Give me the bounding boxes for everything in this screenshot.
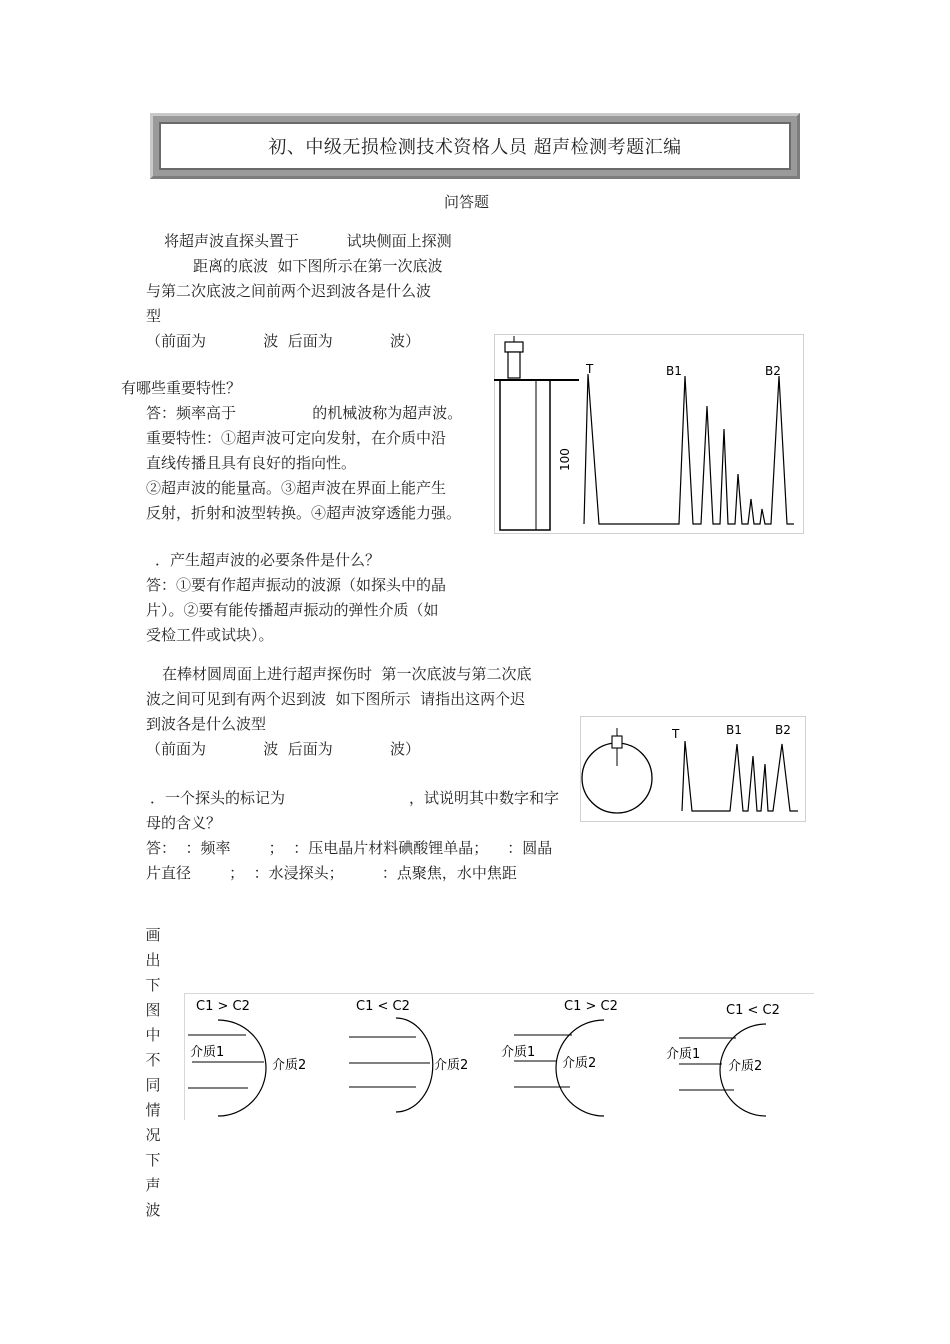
q5-line-2: 母的含义？ (146, 814, 222, 832)
interface-panel-1 (188, 999, 306, 1116)
q2-question: 有哪些重要特性？ (121, 379, 242, 397)
curved-interface (218, 1020, 266, 1116)
peak-label-b1: B1 (726, 723, 742, 737)
q6-char: 画 (145, 926, 161, 944)
relation-label: C1 > C2 (196, 999, 250, 1014)
q6-char: 况 (145, 1126, 161, 1144)
q1-line-2: 距离的底波 如下图所示在第一次底波 (193, 257, 443, 275)
probe-head (505, 342, 523, 352)
q6-char: 情 (145, 1101, 161, 1119)
peak-label-t: T (672, 727, 680, 741)
medium1-label: 介质1 (501, 1045, 536, 1060)
relation-label: C1 < C2 (726, 1003, 780, 1018)
probe (612, 736, 622, 748)
medium2-label: 介质2 (434, 1058, 469, 1073)
q3-answer-2: 片）。②要有能传播超声振动的弹性介质（如 (146, 601, 439, 619)
q4-line-1: 在棒材圆周面上进行超声探伤时 第一次底波与第二次底 (162, 665, 532, 683)
relation-label: C1 > C2 (564, 999, 618, 1014)
peak-label-b2: B2 (775, 723, 791, 737)
curved-interface (396, 1018, 433, 1112)
interface-panel-3 (501, 999, 618, 1116)
q1-line-1: 将超声波直探头置于 试块侧面上探测 (164, 232, 452, 250)
q2-answer-4: ②超声波的能量高。③超声波在界面上能产生 (146, 479, 447, 497)
title-frame (150, 113, 800, 179)
test-block (500, 380, 550, 530)
q2-answer-1: 答：频率高于 的机械波称为超声波。 (146, 404, 463, 422)
q1-line-4: 型 (146, 307, 162, 325)
q4-line-2: 波之间可见到有两个迟到波 如下图所示 请指出这两个迟 (146, 690, 526, 708)
q2-answer-5: 反射，折射和波型转换。④超声波穿透能力强。 (146, 504, 462, 522)
section-title: 问答题 (444, 193, 490, 211)
q6-char: 不 (145, 1051, 161, 1069)
interface-panel-2 (349, 999, 468, 1112)
medium1-label: 介质1 (666, 1047, 701, 1062)
ascan-trace (682, 741, 798, 811)
q1-line-5: （前面为 波 后面为 波） (146, 332, 420, 350)
q3-answer-1: 答：①要有作超声振动的波源（如探头中的晶 (146, 576, 447, 594)
q5-line-1: ．一个探头的标记为 ，试说明其中数字和字 (150, 789, 559, 807)
ascan-trace (584, 374, 794, 524)
medium2-label: 介质2 (728, 1059, 763, 1074)
q4-line-3: 到波各是什么波型 (146, 715, 267, 733)
medium1-label: 介质1 (190, 1045, 225, 1060)
figure-bar-ascan (580, 716, 806, 822)
page-title: 初、中级无损检测技术资格人员 超声检测考题汇编 (159, 122, 791, 170)
medium2-label: 介质2 (562, 1056, 597, 1071)
q6-char: 中 (145, 1026, 161, 1044)
q5-line-3: 答： ：频率 ； ：压电晶片材料碘酸锂单晶； ：圆晶 (146, 839, 553, 857)
q2-answer-2: 重要特性：①超声波可定向发射，在介质中沿 (146, 429, 447, 447)
figure-block-ascan (494, 334, 804, 534)
q6-char: 图 (145, 1001, 161, 1019)
q6-vertical-text (143, 923, 163, 1223)
interface-panel-4 (666, 1003, 780, 1116)
peak-label-t: T (586, 362, 594, 376)
q6-char: 同 (145, 1076, 161, 1094)
probe-body (508, 352, 520, 378)
q6-char: 下 (145, 1151, 161, 1169)
q4-line-4: （前面为 波 后面为 波） (146, 740, 420, 758)
q3-answer-3: 受检工件或试块）。 (146, 626, 274, 644)
medium2-label: 介质2 (272, 1058, 307, 1073)
q6-char: 声 (145, 1176, 161, 1194)
height-label: 100 (558, 448, 572, 471)
q6-char: 下 (145, 976, 161, 994)
q2-answer-3: 直线传播且具有良好的指向性。 (146, 454, 357, 472)
peak-label-b2: B2 (765, 364, 781, 378)
q5-line-4: 片直径 ； ：水浸探头； ：点聚焦，水中焦距 (146, 864, 517, 882)
q6-char: 波 (145, 1201, 161, 1219)
q1-line-3: 与第二次底波之间前两个迟到波各是什么波 (146, 282, 432, 300)
peak-label-b1: B1 (666, 364, 682, 378)
relation-label: C1 < C2 (356, 999, 410, 1014)
q6-char: 出 (145, 951, 161, 969)
figure-curved-interfaces (184, 990, 814, 1120)
q3-question: ．产生超声波的必要条件是什么？ (155, 551, 381, 569)
